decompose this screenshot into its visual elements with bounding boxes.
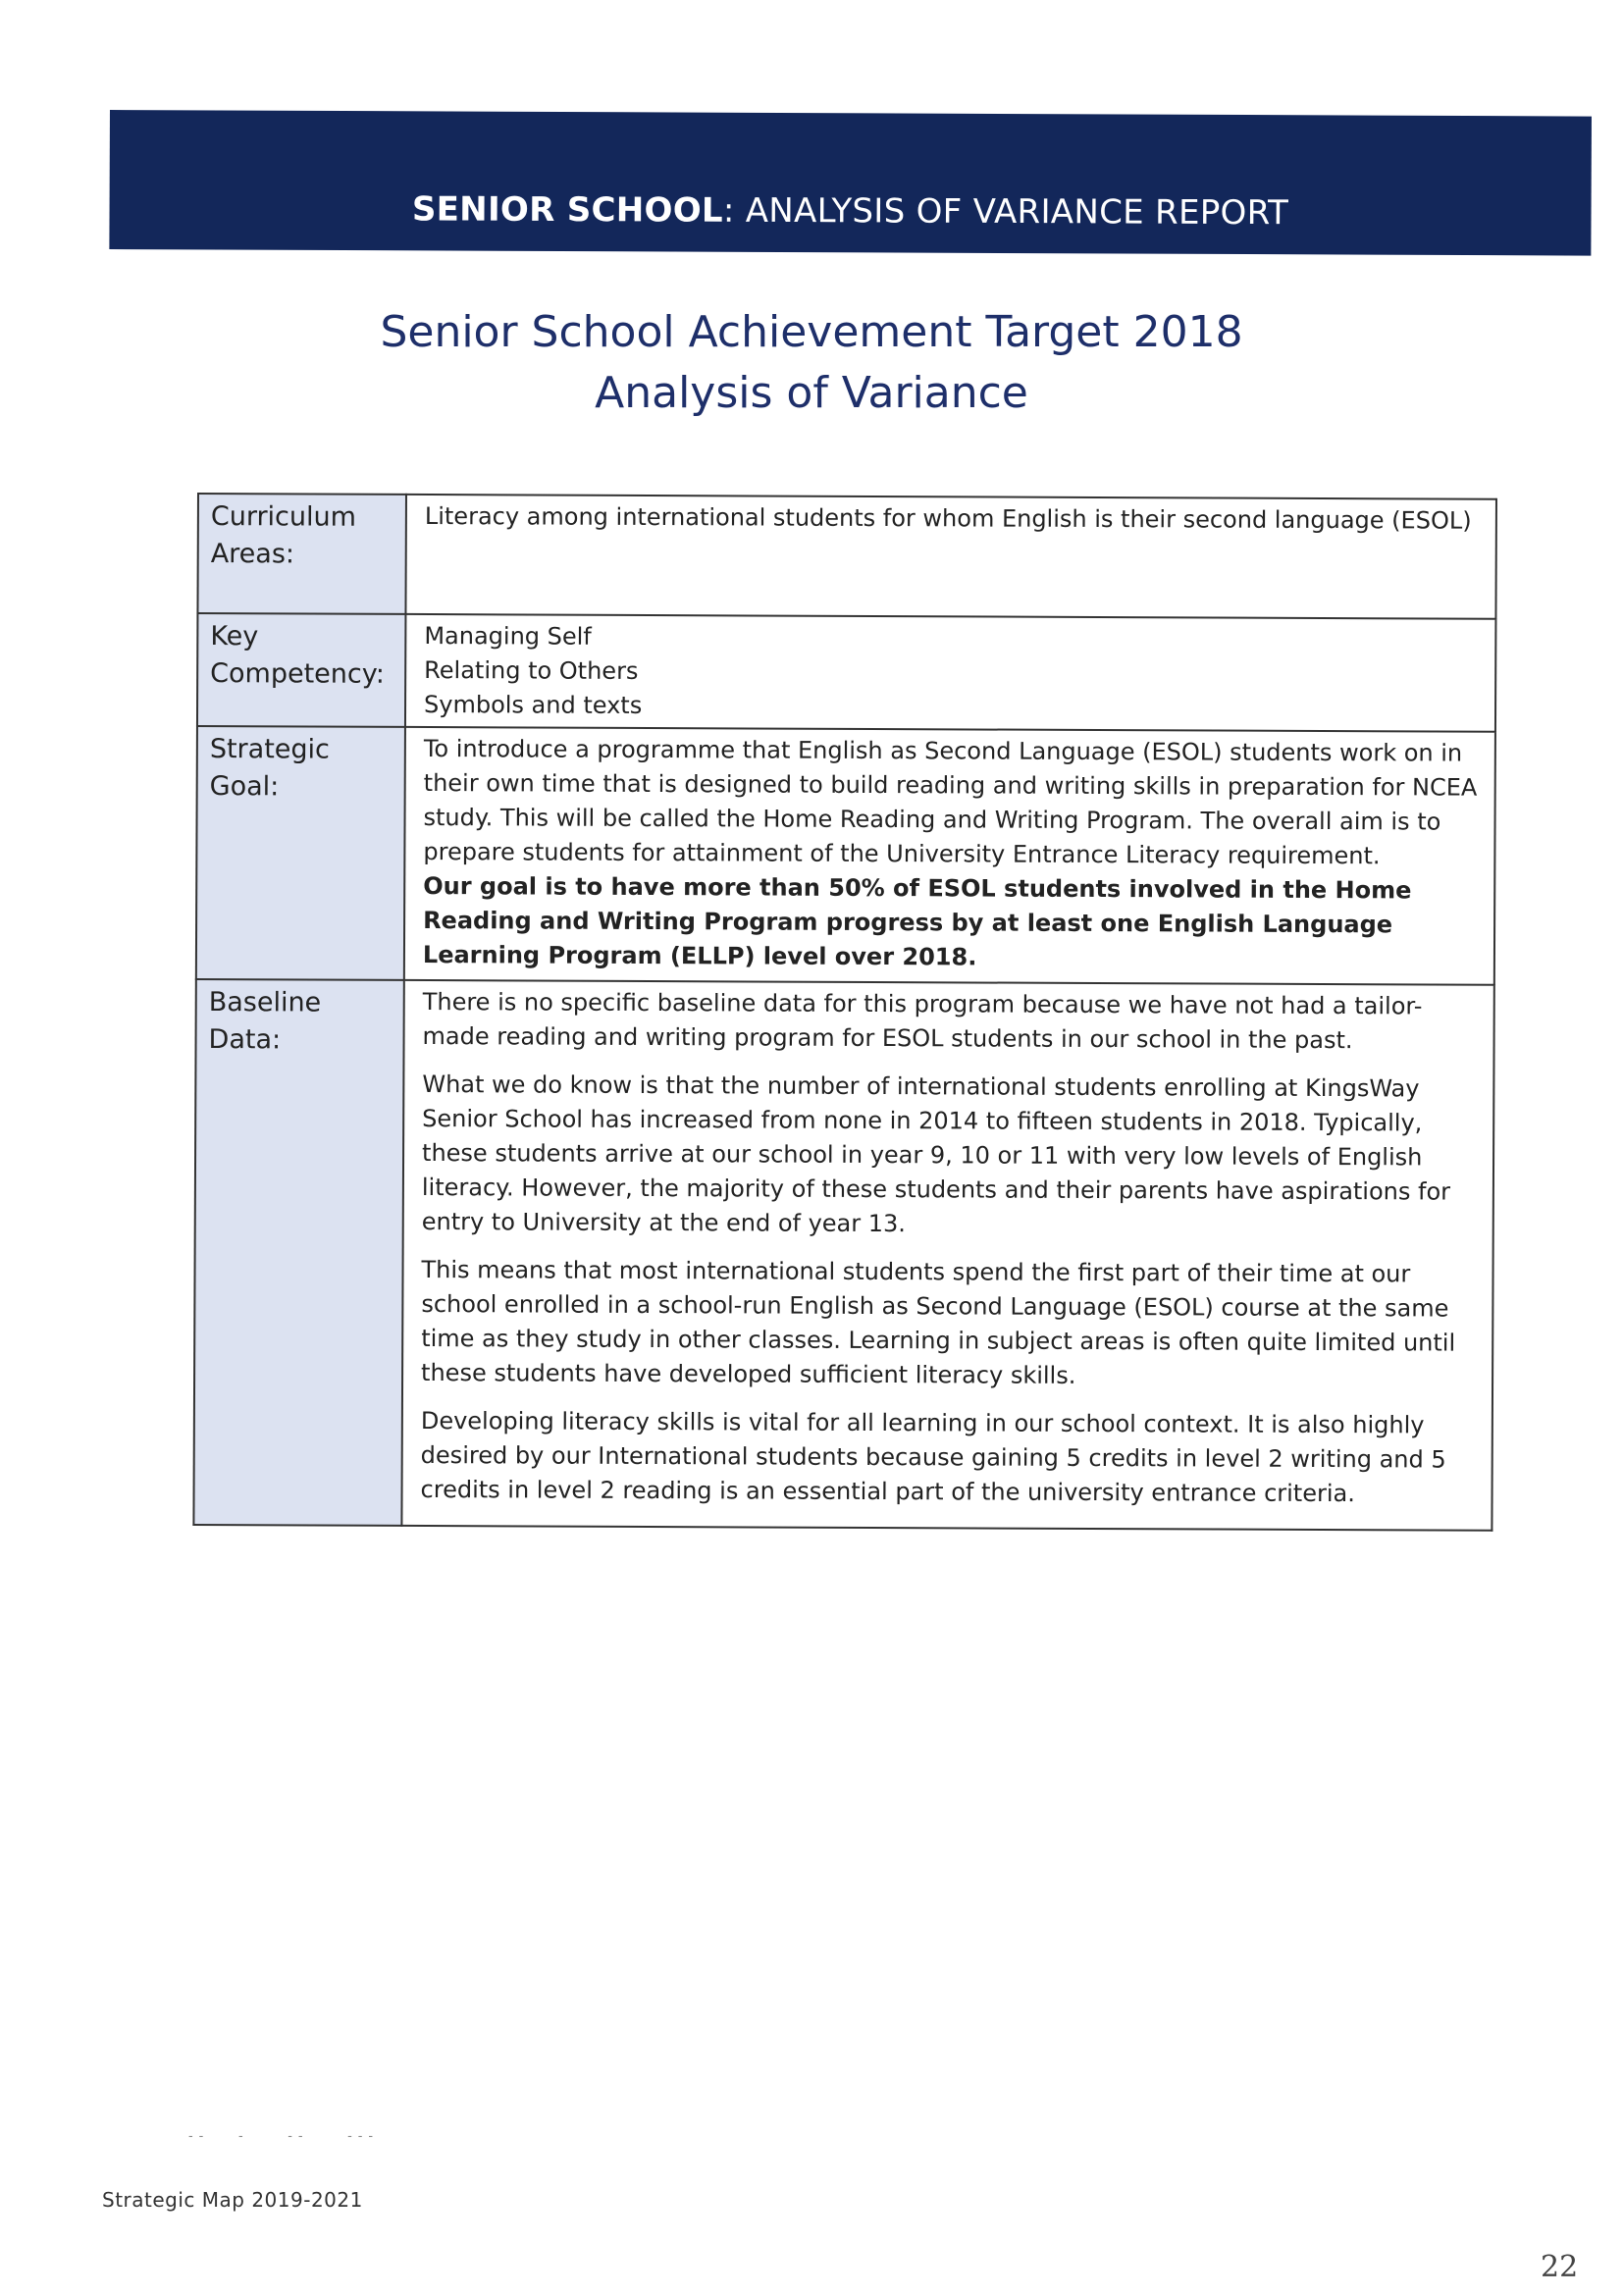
goal-bold-text: Our goal is to have more than 50% of ESOL students involved in the Home Reading and Writing Program progress by at least one English Language Learning Program (ELLP) level over 2018. bbox=[422, 872, 1412, 971]
table-row bbox=[193, 979, 1493, 1531]
banner-title bbox=[109, 188, 1591, 235]
label-line: Strategic bbox=[209, 734, 330, 765]
label-line: Curriculum bbox=[210, 501, 357, 533]
competency-item: Symbols and texts bbox=[423, 691, 643, 719]
header-banner bbox=[109, 110, 1592, 256]
label-curriculum-areas bbox=[197, 494, 406, 614]
baseline-paragraph: There is no specific baseline data for this program because we have not had a tailor-made reading and writing program for ESOL students in our school in the past. bbox=[422, 988, 1423, 1055]
label-line: Key bbox=[210, 621, 259, 652]
label-key-competency bbox=[197, 613, 405, 727]
label-line: Baseline bbox=[208, 987, 322, 1018]
variance-table bbox=[192, 493, 1497, 1532]
table-row bbox=[197, 613, 1495, 732]
value-baseline-data bbox=[401, 980, 1493, 1531]
title-line-1: Senior School Achievement Target 2018 bbox=[380, 307, 1243, 357]
label-baseline-data bbox=[193, 979, 403, 1526]
label-line: Goal: bbox=[209, 771, 280, 803]
document-title bbox=[0, 302, 1623, 424]
baseline-paragraph: What we do know is that the number of international students enrolling at KingsWay Senior School has increased from none in 2014 to fifteen students in 2018. Typically, these students arrive at our school in year 9, 10 or 11 with very low levels of English literacy. However, the majority of these students and their parents have aspirations for entry to University at the end of year 13. bbox=[421, 1070, 1451, 1238]
footer-text: Strategic Map 2019-2021 bbox=[102, 2188, 363, 2212]
competency-item: Relating to Others bbox=[424, 656, 639, 685]
footer-artifact-dashes: -- - -- --- bbox=[188, 2127, 380, 2143]
page-number: 22 bbox=[1541, 2250, 1579, 2284]
table-row bbox=[197, 494, 1496, 619]
competency-item: Managing Self bbox=[424, 622, 592, 651]
curriculum-text: Literacy among international students for whom English is their second language (ESOL) bbox=[424, 502, 1472, 535]
label-line: Competency: bbox=[210, 658, 385, 690]
goal-text: To introduce a programme that English as Second Language (ESOL) students work on in their own time that is designed to build reading and writing skills in preparation for NCEA study. This will be called the Home Reading and Writing Program. The overall aim is to prepare students for attainment of the University Entrance Literacy requirement. bbox=[423, 735, 1478, 870]
value-curriculum-areas bbox=[405, 495, 1496, 619]
title-line-2: Analysis of Variance bbox=[595, 368, 1028, 418]
banner-title-rest: : ANALYSIS OF VARIANCE REPORT bbox=[722, 190, 1289, 234]
banner-title-bold: SENIOR SCHOOL bbox=[411, 189, 724, 231]
label-line: Data: bbox=[208, 1024, 282, 1056]
baseline-paragraph: This means that most international students spend the first part of their time at our school enrolled in a school-run English as Second Language (ESOL) course at the same time as they study in other classes. Learning in subject areas is often quite limited until these students have developed sufficient literacy skills. bbox=[421, 1256, 1456, 1389]
value-key-competency bbox=[405, 614, 1495, 732]
label-line: Areas: bbox=[210, 539, 295, 570]
table-row bbox=[196, 726, 1495, 985]
baseline-paragraph: Developing literacy skills is vital for all learning in our school context. It is also highly desired by our International students because gaining 5 credits in level 2 writing and 5 credits in level 2 reading is an essential part of the university entrance criteria. bbox=[420, 1407, 1446, 1508]
label-strategic-goal bbox=[196, 726, 405, 980]
value-strategic-goal bbox=[404, 727, 1495, 985]
